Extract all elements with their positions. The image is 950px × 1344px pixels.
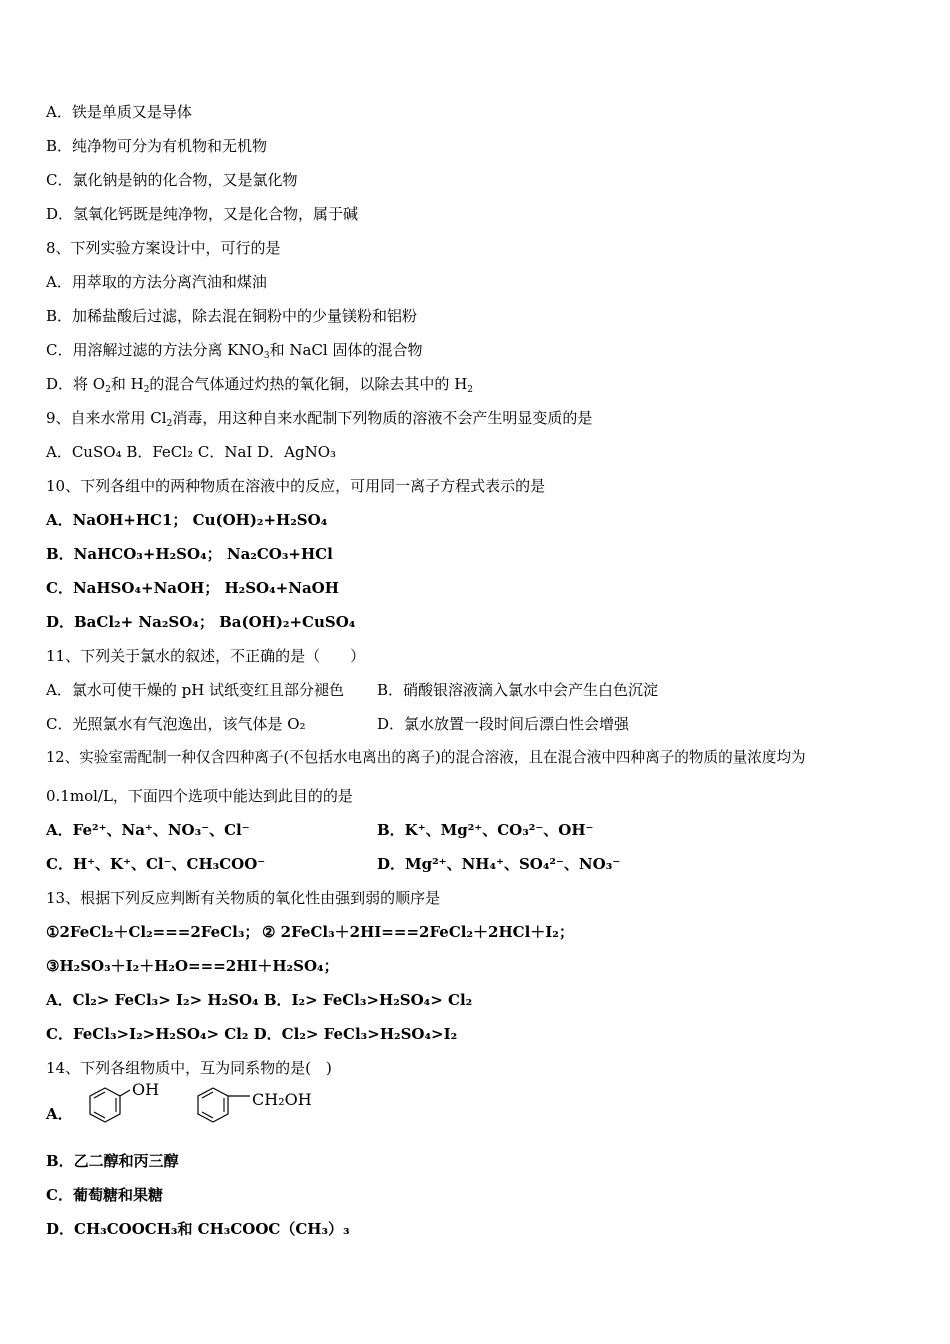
q8-option-d: D．将 $O_2$和 $H_2$的混合气体通过灼热的氧化铜，以除去其中的 $H_2$ — [46, 375, 474, 395]
q7-option-b: B．纯净物可分为有机物和无机物 — [46, 137, 268, 155]
q12-option-d: D．Mg²⁺、NH₄⁺、SO₄²⁻、NO₃⁻ — [377, 855, 621, 873]
q12-option-a: A．Fe²⁺、Na⁺、NO₃⁻、Cl⁻ — [46, 821, 250, 839]
q13-options-ab: A．Cl₂> FeCl₃> I₂> H₂SO₄ B．I₂> FeCl₃>H₂SO₄> Cl₂ — [46, 991, 473, 1009]
q11-option-b: B．硝酸银溶液滴入氯水中会产生白色沉淀 — [377, 681, 659, 699]
q10-option-d: D．BaCl₂+ Na₂SO₄； Ba(OH)₂+CuSO₄ — [46, 613, 356, 631]
q10-stem: 10、下列各组中的两种物质在溶液中的反应，可用同一离子方程式表示的是 — [46, 477, 546, 495]
ch2oh-label: CH₂OH — [252, 1090, 312, 1109]
q10-option-c: C．NaHSO₄+NaOH； H₂SO₄+NaOH — [46, 579, 339, 597]
q12-option-b: B．K⁺、Mg²⁺、CO₃²⁻、OH⁻ — [377, 821, 594, 839]
q14-option-b: B．乙二醇和丙三醇 — [46, 1152, 179, 1170]
q11-option-a: A．氯水可使干燥的 pH 试纸变红且部分褪色 — [46, 681, 345, 699]
q7-option-c: C．氯化钠是钠的化合物，又是氯化物 — [46, 171, 298, 189]
q12-stem-line2: 0.1mol/L，下面四个选项中能达到此目的的是 — [46, 787, 353, 805]
q7-option-d: D．氢氧化钙既是纯净物，又是化合物，属于碱 — [46, 205, 359, 223]
q13-options-cd: C．FeCl₃>I₂>H₂SO₄> Cl₂ D．Cl₂> FeCl₃>H₂SO₄>I₂ — [46, 1025, 458, 1043]
q11-option-d: D．氯水放置一段时间后漂白性会增强 — [377, 715, 630, 733]
q10-option-b: B．NaHCO₃+H₂SO₄； Na₂CO₃+HCl — [46, 545, 333, 563]
q13-reaction-2: ② 2FeCl₃＋2HI===2FeCl₂＋2HCl＋I₂； — [262, 923, 574, 941]
q14-stem: 14、下列各组物质中，互为同系物的是( ) — [46, 1059, 332, 1077]
q8-option-c: C．用溶解过滤的方法分离 $KNO_3$和 NaCl 固体的混合物 — [46, 341, 423, 361]
q11-stem: 11、下列关于氯水的叙述，不正确的是（ ） — [46, 647, 366, 665]
phenol-oh-label: OH — [132, 1080, 160, 1099]
q13-stem: 13、根据下列反应判断有关物质的氧化性由强到弱的顺序是 — [46, 889, 441, 907]
q8-option-a: A．用萃取的方法分离汽油和煤油 — [46, 273, 267, 291]
q14-option-a-label: A． — [46, 1105, 73, 1123]
q11-option-c: C．光照氯水有气泡逸出，该气体是 O₂ — [46, 715, 306, 733]
q9-stem: 9、自来水常用 $Cl_2$消毒，用这种自来水配制下列物质的溶液不会产生明显变质的是 — [46, 409, 593, 429]
benzyl-alcohol-structure — [190, 1084, 330, 1136]
q12-stem-line1: 12、实验室需配制一种仅含四种离子(不包括水电离出的离子)的混合溶液，且在混合液中四种离子的物质的量浓度均为 — [46, 749, 806, 766]
q12-option-c: C．H⁺、K⁺、Cl⁻、CH₃COO⁻ — [46, 855, 266, 873]
q14-option-d: D．CH₃COOCH₃和 CH₃COOC（CH₃）₃ — [46, 1220, 350, 1238]
q13-reaction-1: ①2FeCl₂＋Cl₂===2FeCl₃； — [46, 923, 260, 941]
phenol-structure — [72, 1080, 162, 1136]
q8-stem: 8、下列实验方案设计中，可行的是 — [46, 239, 281, 257]
q10-option-a: A．NaOH+HC1； Cu(OH)₂+H₂SO₄ — [46, 511, 328, 529]
q7-option-a: A．铁是单质又是导体 — [46, 103, 192, 121]
q9-options: A．CuSO₄ B．FeCl₂ C．NaI D．AgNO₃ — [46, 443, 337, 461]
q14-option-c: C．葡萄糖和果糖 — [46, 1186, 163, 1204]
q8-option-b: B．加稀盐酸后过滤，除去混在铜粉中的少量镁粉和铝粉 — [46, 307, 418, 325]
q13-reaction-3: ③H₂SO₃＋I₂＋H₂O===2HI＋H₂SO₄； — [46, 957, 339, 975]
